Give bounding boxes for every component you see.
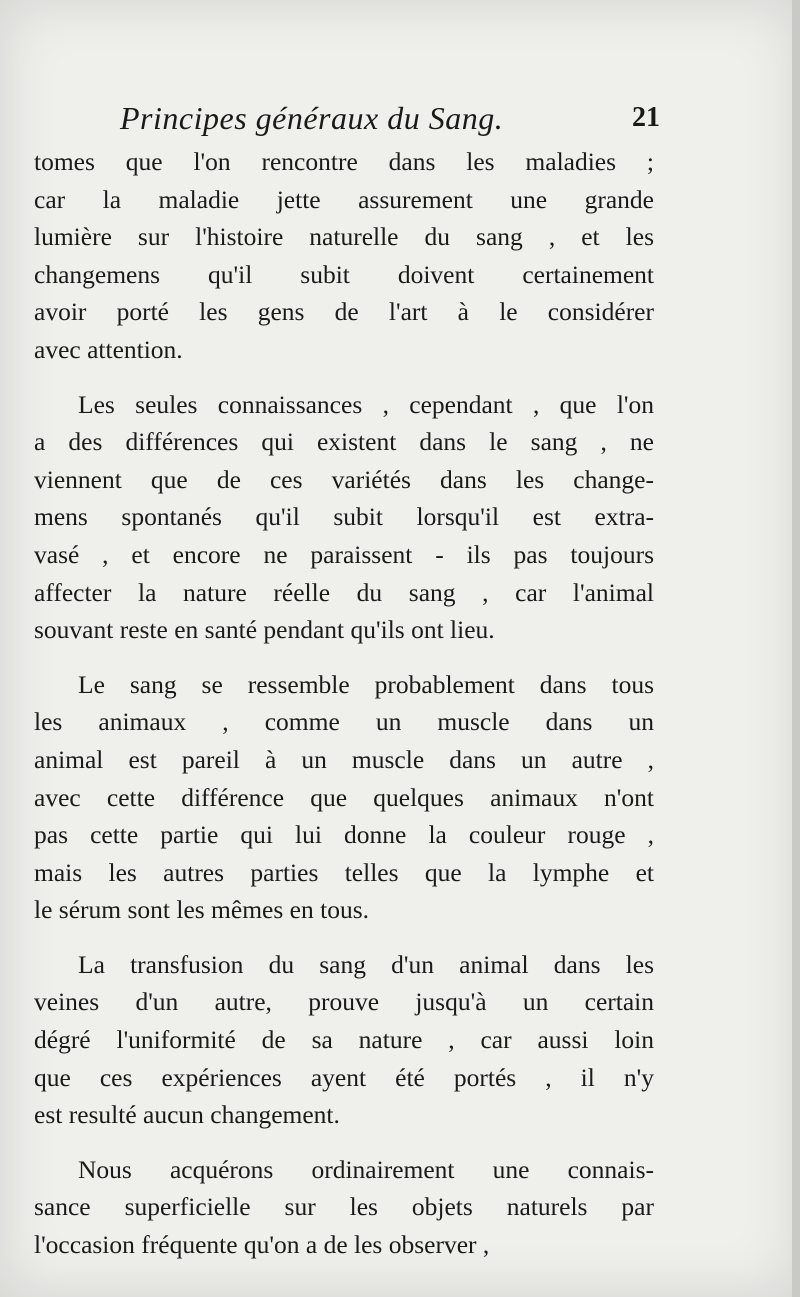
text-line: pas cette partie qui lui donne la couleur rouge , [34, 820, 654, 850]
paragraph [34, 666, 654, 929]
text-line: a des différences qui existent dans le sang , ne [34, 427, 654, 457]
text-line: Nous acquérons ordinairement une connais- [78, 1154, 654, 1184]
page-number: 21 [632, 102, 660, 133]
text-line: Le sang se ressemble probablement dans tous [78, 669, 654, 699]
text-line: avoir porté les gens de l'art à le considérer [34, 297, 654, 327]
text-line: La transfusion du sang d'un animal dans les [78, 949, 654, 979]
running-title: Principes généraux du Sang. [120, 100, 504, 136]
text-line: dégré l'uniformité de sa nature , car aussi loin [34, 1025, 654, 1055]
text-line: mais les autres parties telles que la lymphe et [34, 857, 654, 887]
text-line: changemens qu'il subit doivent certainement [34, 259, 654, 289]
text-line: avec attention. [34, 334, 183, 364]
text-line: car la maladie jette assurement une grande [34, 184, 654, 214]
running-header [120, 100, 660, 144]
text-line: souvant reste en santé pendant qu'ils ont lieu. [34, 615, 495, 645]
text-line: veines d'un autre, prouve jusqu'à un certain [34, 987, 654, 1017]
text-line: affecter la nature réelle du sang , car l'animal [34, 577, 654, 607]
body-text [34, 143, 654, 1264]
text-line: avec cette différence que quelques animaux n'ont [34, 782, 654, 812]
text-line: les animaux , comme un muscle dans un [34, 707, 654, 737]
text-line: Les seules connaissances , cependant , que l'on [78, 389, 654, 419]
text-line: que ces expériences ayent été portés , il n'y [34, 1062, 654, 1092]
text-line: tomes que l'on rencontre dans les maladies ; [34, 147, 654, 176]
text-line: l'occasion fréquente qu'on a de les observer , [34, 1230, 490, 1260]
page-edge [792, 0, 800, 1297]
paragraph [34, 386, 654, 649]
text-line: sance superficielle sur les objets naturels par [34, 1192, 654, 1222]
text-line: vasé , et encore ne paraissent - ils pas toujours [34, 539, 654, 569]
text-line: le sérum sont les mêmes en tous. [34, 895, 369, 925]
paragraph [34, 143, 654, 369]
text-line: mens spontanés qu'il subit lorsqu'il est extra- [34, 502, 654, 532]
text-line: viennent que de ces variétés dans les change- [34, 464, 654, 494]
text-line: animal est pareil à un muscle dans un autre , [34, 744, 654, 774]
paragraph [34, 946, 654, 1134]
paragraph [34, 1151, 654, 1264]
text-line: est resulté aucun changement. [34, 1100, 340, 1130]
text-line: lumière sur l'histoire naturelle du sang , et les [34, 222, 654, 252]
